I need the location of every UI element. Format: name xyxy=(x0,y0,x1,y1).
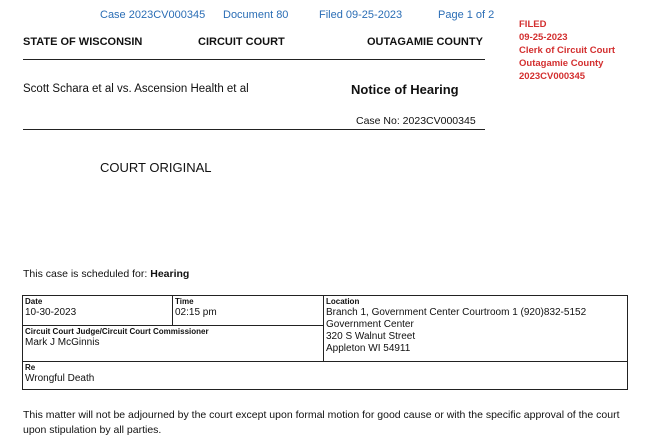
location-label: Location xyxy=(326,297,360,306)
location-line-3: 320 S Walnut Street xyxy=(326,331,416,342)
scheduled-prefix: This case is scheduled for: xyxy=(23,268,151,280)
re-value: Wrongful Death xyxy=(25,373,95,384)
location-line-1: Branch 1, Government Center Courtroom 1 (920)832-5152 xyxy=(326,307,587,318)
county-label: OUTAGAMIE COUNTY xyxy=(367,36,483,48)
date-label: Date xyxy=(25,297,43,306)
location-line-4: Appleton WI 54911 xyxy=(326,343,411,354)
notice-line-1: This matter will not be adjourned by the court except upon formal motion for good cause or with the specific approval of the court xyxy=(23,409,620,421)
stamp-line-clerk: Clerk of Circuit Court xyxy=(519,45,616,56)
judge-cell xyxy=(23,326,324,362)
scheduled-line xyxy=(23,268,189,280)
case-parties: Scott Schara et al vs. Ascension Health et al xyxy=(23,83,249,95)
re-label: Re xyxy=(25,363,36,372)
header-case: Case 2023CV000345 xyxy=(100,9,206,21)
divider-top xyxy=(23,59,485,60)
filed-stamp xyxy=(519,18,615,83)
judge-value: Mark J McGinnis xyxy=(25,337,100,348)
date-value: 10-30-2023 xyxy=(25,307,77,318)
judge-label: Circuit Court Judge/Circuit Court Commissioner xyxy=(25,327,209,336)
re-cell xyxy=(23,362,628,390)
stamp-line-case: 2023CV000345 xyxy=(519,71,586,82)
stamp-line-date: 09-25-2023 xyxy=(519,32,568,43)
court-label: CIRCUIT COURT xyxy=(198,36,285,48)
time-value: 02:15 pm xyxy=(175,307,217,318)
stamp-line-filed: FILED xyxy=(519,19,547,30)
header-filed: Filed 09-25-2023 xyxy=(319,9,403,21)
hearing-table xyxy=(22,295,628,390)
time-label: Time xyxy=(175,297,194,306)
time-cell xyxy=(173,296,324,326)
header-document: Document 80 xyxy=(223,9,289,21)
location-cell xyxy=(324,296,628,362)
case-number: Case No: 2023CV000345 xyxy=(356,115,476,127)
header-page: Page 1 of 2 xyxy=(438,9,495,21)
date-cell xyxy=(23,296,173,326)
stamp-line-county: Outagamie County xyxy=(519,58,604,69)
location-line-2: Government Center xyxy=(326,319,414,330)
divider-caption xyxy=(23,129,485,130)
scheduled-type: Hearing xyxy=(150,268,190,280)
notice-title: Notice of Hearing xyxy=(351,82,459,97)
notice-line-2: upon stipulation by all parties. xyxy=(23,424,162,436)
court-original: COURT ORIGINAL xyxy=(100,160,212,175)
adjournment-notice xyxy=(23,408,620,438)
state-label: STATE OF WISCONSIN xyxy=(23,36,143,48)
